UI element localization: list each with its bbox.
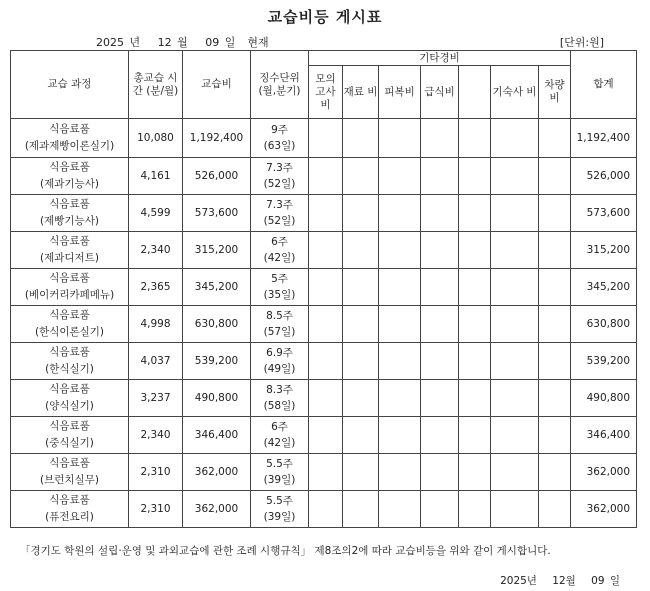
vehicle-cell bbox=[539, 195, 571, 232]
period-days: (58일) bbox=[263, 400, 296, 412]
header-dormitory: 기숙사 비 bbox=[491, 66, 539, 119]
mock-exam-cell bbox=[309, 195, 343, 232]
course-cell bbox=[11, 380, 129, 417]
date-suffix: 현재 bbox=[247, 36, 269, 49]
course-cell bbox=[11, 195, 129, 232]
course-category: 식음료품 bbox=[49, 383, 90, 395]
material-cell bbox=[343, 380, 379, 417]
table-row bbox=[11, 119, 637, 158]
course-name: (브런치실무) bbox=[40, 474, 99, 486]
mock-exam-cell bbox=[309, 306, 343, 343]
uniform-cell bbox=[379, 269, 421, 306]
table-row bbox=[11, 195, 637, 232]
course-name: (제과제빵이론실기) bbox=[24, 140, 115, 152]
course-name: (제과기능사) bbox=[40, 178, 99, 190]
fee-cell: 362,000 bbox=[183, 454, 251, 491]
period-cell bbox=[251, 269, 309, 306]
period-days: (57일) bbox=[263, 326, 296, 338]
mock-exam-cell bbox=[309, 119, 343, 158]
hours-cell: 2,340 bbox=[129, 232, 183, 269]
period-cell bbox=[251, 158, 309, 195]
header-uniform: 피복비 bbox=[379, 66, 421, 119]
uniform-cell bbox=[379, 119, 421, 158]
period-weeks: 7.3주 bbox=[266, 199, 293, 211]
course-name: (베이커리카페메뉴) bbox=[24, 289, 115, 301]
period-days: (39일) bbox=[263, 511, 296, 523]
notice-text: 「경기도 학원의 설립·운영 및 과외교습에 관한 조례 시행규칙」 제8조의2에 따라 교습비등을 위와 같이 게시합니다. bbox=[20, 545, 551, 557]
course-name: (중식실기) bbox=[45, 437, 94, 449]
dormitory-cell bbox=[491, 195, 539, 232]
meal-cell bbox=[421, 195, 459, 232]
vehicle-cell bbox=[539, 306, 571, 343]
hours-cell: 4,599 bbox=[129, 195, 183, 232]
course-category: 식음료품 bbox=[49, 457, 90, 469]
total-cell: 346,400 bbox=[571, 417, 637, 454]
course-name: (제빵기능사) bbox=[40, 215, 99, 227]
hours-cell: 2,365 bbox=[129, 269, 183, 306]
header-period: 징수단위 (월,분기) bbox=[251, 51, 309, 119]
date-day: 09 일 bbox=[205, 36, 236, 49]
blank-cell bbox=[459, 454, 491, 491]
total-cell: 630,800 bbox=[571, 306, 637, 343]
period-weeks: 5주 bbox=[271, 273, 288, 285]
period-cell bbox=[251, 232, 309, 269]
uniform-cell bbox=[379, 380, 421, 417]
header-course: 교습 과정 bbox=[11, 51, 129, 119]
total-cell: 490,800 bbox=[571, 380, 637, 417]
uniform-cell bbox=[379, 158, 421, 195]
mock-exam-cell bbox=[309, 491, 343, 528]
vehicle-cell bbox=[539, 232, 571, 269]
blank-cell bbox=[459, 269, 491, 306]
fee-table bbox=[10, 50, 637, 528]
vehicle-cell bbox=[539, 269, 571, 306]
dormitory-cell bbox=[491, 454, 539, 491]
vehicle-cell bbox=[539, 343, 571, 380]
uniform-cell bbox=[379, 417, 421, 454]
course-name: (한식이론실기) bbox=[34, 326, 105, 338]
period-days: (49일) bbox=[263, 363, 296, 375]
total-cell: 362,000 bbox=[571, 491, 637, 528]
posting-date bbox=[490, 573, 620, 588]
fee-cell: 362,000 bbox=[183, 491, 251, 528]
total-cell: 526,000 bbox=[571, 158, 637, 195]
fee-cell: 346,400 bbox=[183, 417, 251, 454]
dormitory-cell bbox=[491, 119, 539, 158]
mock-exam-cell bbox=[309, 158, 343, 195]
fee-cell: 490,800 bbox=[183, 380, 251, 417]
course-cell bbox=[11, 491, 129, 528]
period-weeks: 8.5주 bbox=[266, 310, 293, 322]
header-material: 재료 비 bbox=[343, 66, 379, 119]
course-category: 식음료품 bbox=[49, 494, 90, 506]
period-cell bbox=[251, 306, 309, 343]
material-cell bbox=[343, 417, 379, 454]
hours-cell: 2,310 bbox=[129, 491, 183, 528]
fee-cell: 1,192,400 bbox=[183, 119, 251, 158]
table-row bbox=[11, 158, 637, 195]
vehicle-cell bbox=[539, 158, 571, 195]
mock-exam-cell bbox=[309, 343, 343, 380]
course-cell bbox=[11, 269, 129, 306]
header-other-expenses: 기타경비 bbox=[309, 51, 571, 66]
table-row bbox=[11, 491, 637, 528]
period-cell bbox=[251, 417, 309, 454]
dormitory-cell bbox=[491, 269, 539, 306]
fee-cell: 630,800 bbox=[183, 306, 251, 343]
current-date bbox=[96, 34, 281, 50]
material-cell bbox=[343, 195, 379, 232]
blank-cell bbox=[459, 232, 491, 269]
hours-cell: 3,237 bbox=[129, 380, 183, 417]
course-name: (한식실기) bbox=[45, 363, 94, 375]
table-row bbox=[11, 380, 637, 417]
uniform-cell bbox=[379, 491, 421, 528]
sign-year: 2025년 bbox=[500, 575, 537, 587]
header-hours: 총교습 시간 (분/월) bbox=[129, 51, 183, 119]
hours-cell: 4,037 bbox=[129, 343, 183, 380]
blank-cell bbox=[459, 158, 491, 195]
course-category: 식음료품 bbox=[49, 123, 90, 135]
period-cell bbox=[251, 343, 309, 380]
dormitory-cell bbox=[491, 158, 539, 195]
sign-day: 09 일 bbox=[591, 575, 620, 587]
page-title: 교습비등 게시표 bbox=[267, 8, 383, 26]
meal-cell bbox=[421, 158, 459, 195]
hours-cell: 4,161 bbox=[129, 158, 183, 195]
total-cell: 573,600 bbox=[571, 195, 637, 232]
blank-cell bbox=[459, 380, 491, 417]
fee-cell: 345,200 bbox=[183, 269, 251, 306]
period-weeks: 5.5주 bbox=[266, 458, 293, 470]
material-cell bbox=[343, 491, 379, 528]
header-meal: 급식비 bbox=[421, 66, 459, 119]
period-cell bbox=[251, 119, 309, 158]
vehicle-cell bbox=[539, 119, 571, 158]
vehicle-cell bbox=[539, 417, 571, 454]
period-weeks: 6주 bbox=[271, 421, 288, 433]
blank-cell bbox=[459, 119, 491, 158]
material-cell bbox=[343, 119, 379, 158]
uniform-cell bbox=[379, 454, 421, 491]
sign-month: 12월 bbox=[552, 575, 576, 587]
hours-cell: 10,080 bbox=[129, 119, 183, 158]
period-days: (63일) bbox=[263, 140, 296, 152]
period-cell bbox=[251, 454, 309, 491]
material-cell bbox=[343, 158, 379, 195]
course-name: (퓨전요리) bbox=[45, 511, 94, 523]
period-weeks: 6주 bbox=[271, 236, 288, 248]
date-month: 12 월 bbox=[157, 36, 188, 49]
hours-cell: 4,998 bbox=[129, 306, 183, 343]
fee-cell: 526,000 bbox=[183, 158, 251, 195]
total-cell: 1,192,400 bbox=[571, 119, 637, 158]
table-row bbox=[11, 232, 637, 269]
period-days: (52일) bbox=[263, 178, 296, 190]
course-cell bbox=[11, 454, 129, 491]
meal-cell bbox=[421, 343, 459, 380]
header-mock-exam: 모의 고사 비 bbox=[309, 66, 343, 119]
course-cell bbox=[11, 417, 129, 454]
course-cell bbox=[11, 158, 129, 195]
date-year: 2025 년 bbox=[96, 36, 141, 49]
blank-cell bbox=[459, 417, 491, 454]
period-cell bbox=[251, 380, 309, 417]
uniform-cell bbox=[379, 232, 421, 269]
dormitory-cell bbox=[491, 380, 539, 417]
table-row bbox=[11, 417, 637, 454]
table-row bbox=[11, 306, 637, 343]
material-cell bbox=[343, 343, 379, 380]
table-row bbox=[11, 343, 637, 380]
meal-cell bbox=[421, 491, 459, 528]
total-cell: 315,200 bbox=[571, 232, 637, 269]
period-cell bbox=[251, 195, 309, 232]
mock-exam-cell bbox=[309, 454, 343, 491]
period-days: (42일) bbox=[263, 252, 296, 264]
mock-exam-cell bbox=[309, 232, 343, 269]
blank-cell bbox=[459, 343, 491, 380]
total-cell: 539,200 bbox=[571, 343, 637, 380]
material-cell bbox=[343, 454, 379, 491]
hours-cell: 2,340 bbox=[129, 417, 183, 454]
mock-exam-cell bbox=[309, 269, 343, 306]
course-cell bbox=[11, 119, 129, 158]
period-days: (35일) bbox=[263, 289, 296, 301]
period-days: (42일) bbox=[263, 437, 296, 449]
mock-exam-cell bbox=[309, 380, 343, 417]
meal-cell bbox=[421, 454, 459, 491]
meal-cell bbox=[421, 417, 459, 454]
dormitory-cell bbox=[491, 306, 539, 343]
vehicle-cell bbox=[539, 491, 571, 528]
blank-cell bbox=[459, 195, 491, 232]
period-weeks: 8.3주 bbox=[266, 384, 293, 396]
course-category: 식음료품 bbox=[49, 161, 90, 173]
vehicle-cell bbox=[539, 380, 571, 417]
dormitory-cell bbox=[491, 417, 539, 454]
course-category: 식음료품 bbox=[49, 235, 90, 247]
uniform-cell bbox=[379, 343, 421, 380]
meal-cell bbox=[421, 232, 459, 269]
period-days: (52일) bbox=[263, 215, 296, 227]
course-category: 식음료품 bbox=[49, 346, 90, 358]
period-cell bbox=[251, 491, 309, 528]
table-row bbox=[11, 454, 637, 491]
material-cell bbox=[343, 306, 379, 343]
header-fee: 교습비 bbox=[183, 51, 251, 119]
dormitory-cell bbox=[491, 232, 539, 269]
course-category: 식음료품 bbox=[49, 272, 90, 284]
meal-cell bbox=[421, 306, 459, 343]
course-category: 식음료품 bbox=[49, 309, 90, 321]
period-days: (39일) bbox=[263, 474, 296, 486]
fee-cell: 539,200 bbox=[183, 343, 251, 380]
course-name: (양식실기) bbox=[45, 400, 94, 412]
material-cell bbox=[343, 232, 379, 269]
blank-cell bbox=[459, 306, 491, 343]
course-cell bbox=[11, 306, 129, 343]
course-category: 식음료품 bbox=[49, 198, 90, 210]
period-weeks: 7.3주 bbox=[266, 162, 293, 174]
uniform-cell bbox=[379, 306, 421, 343]
fee-cell: 573,600 bbox=[183, 195, 251, 232]
table-row bbox=[11, 269, 637, 306]
course-name: (제과디저트) bbox=[40, 252, 99, 264]
header-blank bbox=[459, 66, 491, 119]
fee-cell: 315,200 bbox=[183, 232, 251, 269]
uniform-cell bbox=[379, 195, 421, 232]
unit-label: [단위:원] bbox=[559, 36, 604, 49]
material-cell bbox=[343, 269, 379, 306]
period-weeks: 5.5주 bbox=[266, 495, 293, 507]
dormitory-cell bbox=[491, 491, 539, 528]
total-cell: 345,200 bbox=[571, 269, 637, 306]
course-category: 식음료품 bbox=[49, 420, 90, 432]
mock-exam-cell bbox=[309, 417, 343, 454]
hours-cell: 2,310 bbox=[129, 454, 183, 491]
header-total: 합계 bbox=[571, 51, 637, 119]
meal-cell bbox=[421, 269, 459, 306]
dormitory-cell bbox=[491, 343, 539, 380]
course-cell bbox=[11, 343, 129, 380]
meal-cell bbox=[421, 119, 459, 158]
header-vehicle: 차량 비 bbox=[539, 66, 571, 119]
period-weeks: 9주 bbox=[271, 124, 288, 136]
meal-cell bbox=[421, 380, 459, 417]
period-weeks: 6.9주 bbox=[266, 347, 293, 359]
blank-cell bbox=[459, 491, 491, 528]
course-cell bbox=[11, 232, 129, 269]
total-cell: 362,000 bbox=[571, 454, 637, 491]
vehicle-cell bbox=[539, 454, 571, 491]
